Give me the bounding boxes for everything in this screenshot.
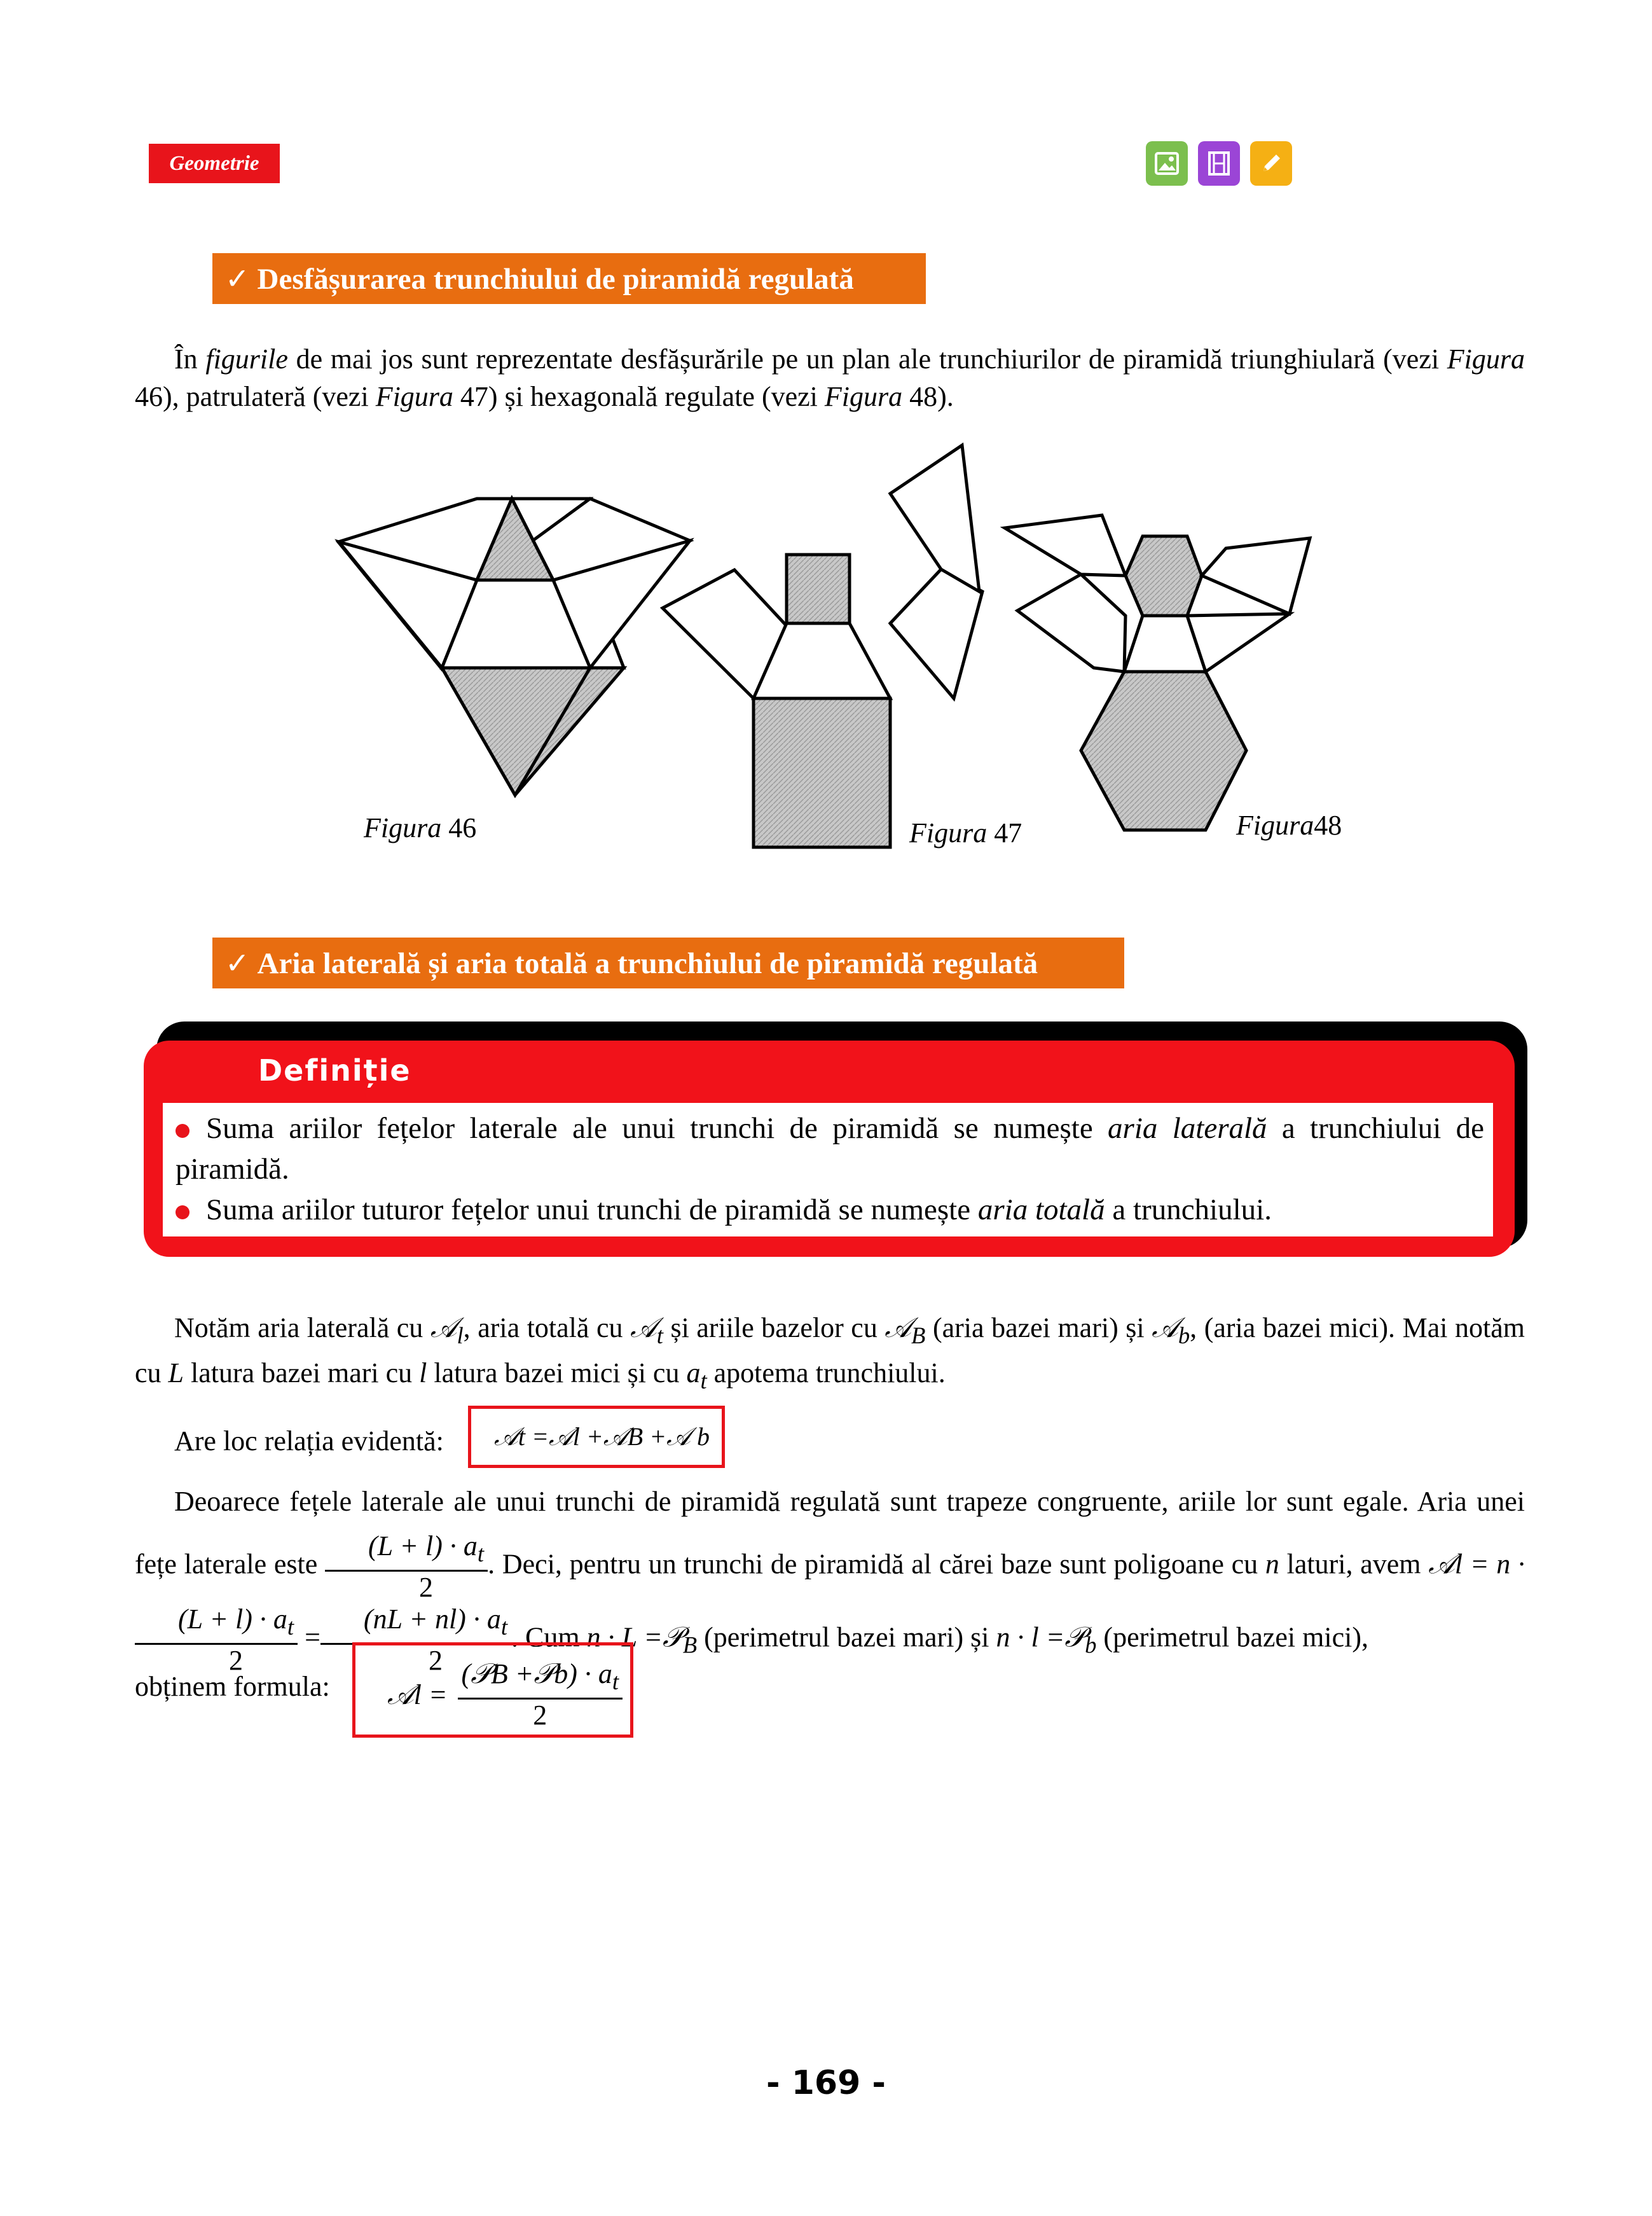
figure-46-net	[338, 499, 690, 795]
math: n · L =𝒫	[586, 1621, 683, 1653]
definition-title: Definiție	[258, 1053, 411, 1088]
text: Notăm aria laterală cu	[174, 1312, 430, 1343]
caption-word: Figura	[364, 812, 442, 843]
intro-text: Figura	[1447, 343, 1525, 375]
notation-paragraph	[135, 1309, 1525, 1399]
frac-den: 2	[533, 1699, 547, 1731]
frac-sub: t	[612, 1668, 619, 1694]
math: n	[1265, 1548, 1279, 1580]
caption-number: 46	[441, 812, 477, 843]
def-text: a trunchiului de piramidă.	[176, 1112, 1484, 1186]
figure-46-caption	[364, 812, 476, 844]
text: apotema trunchiului.	[706, 1357, 946, 1388]
frac-den: 2	[419, 1571, 434, 1603]
intro-text: În	[174, 343, 206, 375]
frac-num: (nL + nl) · a	[363, 1603, 501, 1635]
definition-bullet-2	[176, 1189, 1484, 1230]
relation-formula-box	[468, 1406, 725, 1468]
definition-bullet-1	[176, 1108, 1484, 1189]
frac-num: (L + l) · a	[368, 1530, 478, 1562]
caption-number: 47	[987, 817, 1022, 848]
lateral-area-paragraph	[135, 1473, 1525, 1677]
section-title: Desfășurarea trunchiului de piramidă regulată	[257, 263, 854, 296]
intro-text: de mai jos sunt reprezentate desfășurările pe un plan ale trunchiurilor de piramidă triunghiulară (vezi	[287, 343, 1447, 375]
text: . Deci, pentru un trunchi de piramidă al cărei baze sunt poligoane cu	[488, 1548, 1265, 1580]
caption-word: Figura	[1236, 810, 1314, 841]
fraction	[135, 1603, 298, 1677]
unfolding-figures	[0, 0, 1652, 890]
text: , (aria bazei mici). Mai notăm cu	[135, 1312, 1525, 1388]
frac-num: (𝒫B +𝒫b) · a	[461, 1658, 612, 1689]
figure-47-caption	[909, 817, 1022, 849]
result-formula-box	[352, 1642, 633, 1738]
text: , aria totală cu	[463, 1312, 631, 1343]
def-term: aria totală	[977, 1193, 1105, 1226]
chapter-tag: Geometrie	[149, 144, 280, 183]
text: (perimetrul bazei mici),	[1096, 1621, 1369, 1653]
frac-sub: t	[287, 1613, 294, 1640]
intro-text: 47) și hexagonală regulate (vezi	[453, 381, 825, 412]
def-text: Suma ariilor tuturor fețelor unui trunchi de piramidă se numește	[206, 1193, 978, 1226]
fraction	[325, 1530, 488, 1603]
figure-48-caption	[1236, 809, 1342, 841]
math: 𝒜	[1152, 1312, 1178, 1343]
page-number: - 169 -	[766, 2064, 886, 2102]
definition-text	[176, 1108, 1484, 1230]
math: L	[168, 1357, 184, 1388]
intro-text: Figura	[824, 381, 903, 412]
intro-text: Figura	[375, 381, 453, 412]
text: și ariile bazelor cu	[663, 1312, 885, 1343]
check-icon: ✓	[225, 261, 250, 296]
intro-text: 46), patrulateră (vezi	[135, 381, 376, 412]
math-sub: l	[457, 1322, 464, 1348]
math-sub: b	[1085, 1631, 1097, 1658]
math: 𝒜l = n ·	[1428, 1548, 1525, 1580]
relation-formula: 𝒜t =𝒜l +𝒜B +𝒜 b	[494, 1422, 710, 1451]
figure-47-net	[663, 445, 982, 847]
fraction	[458, 1658, 623, 1731]
frac-den: 2	[229, 1644, 244, 1676]
caption-word: Figura	[909, 817, 988, 848]
text: latura bazei mici și cu	[427, 1357, 687, 1388]
intro-text: figurile	[205, 343, 288, 375]
def-term: aria laterală	[1108, 1112, 1267, 1145]
math: a	[686, 1357, 701, 1388]
math: 𝒜l =	[387, 1679, 448, 1710]
section-title: Aria laterală și aria totală a trunchiului de piramidă regulată	[257, 947, 1038, 980]
text: (aria bazei mari) și	[925, 1312, 1152, 1343]
frac-num: (L + l) · a	[178, 1603, 287, 1635]
math-sub: b	[1178, 1322, 1190, 1348]
section-heading-areas	[212, 938, 1124, 988]
math-sub: t	[700, 1367, 707, 1394]
intro-text: 48).	[902, 381, 954, 412]
result-formula	[387, 1658, 623, 1731]
math: n · l =𝒫	[996, 1621, 1085, 1653]
math: 𝒜	[885, 1312, 911, 1343]
text: latura bazei mari cu	[184, 1357, 420, 1388]
caption-number: 48	[1314, 810, 1342, 841]
text: (perimetrul bazei mari) și	[697, 1621, 996, 1653]
text: laturi, avem	[1279, 1548, 1421, 1580]
def-text: a trunchiului.	[1105, 1193, 1272, 1226]
math-sub: B	[911, 1322, 926, 1348]
math: 𝒜	[630, 1312, 657, 1343]
math: l	[419, 1357, 427, 1388]
frac-sub: t	[500, 1613, 508, 1640]
math-sub: t	[656, 1322, 663, 1348]
text: Deoarece fețele laterale ale unui trunchi de piramidă regulată sunt trapeze congruente, ariile lor sunt egale. Aria unei fețe laterale este	[135, 1486, 1525, 1580]
math-sub: B	[682, 1631, 698, 1658]
figure-48-net	[1005, 458, 1310, 830]
result-label: obținem formula:	[135, 1671, 330, 1702]
frac-den: 2	[428, 1644, 443, 1676]
text: . Cum	[511, 1621, 587, 1653]
bullet-icon	[176, 1124, 189, 1138]
def-text: Suma ariilor fețelor laterale ale unui trunchi de piramidă se numește	[206, 1112, 1108, 1145]
frac-sub: t	[477, 1540, 485, 1567]
math: 𝒜	[430, 1312, 457, 1343]
relation-label: Are loc relația evidentă:	[174, 1425, 444, 1457]
bullet-icon	[176, 1205, 189, 1219]
math: =	[305, 1621, 320, 1653]
check-icon: ✓	[225, 946, 250, 980]
